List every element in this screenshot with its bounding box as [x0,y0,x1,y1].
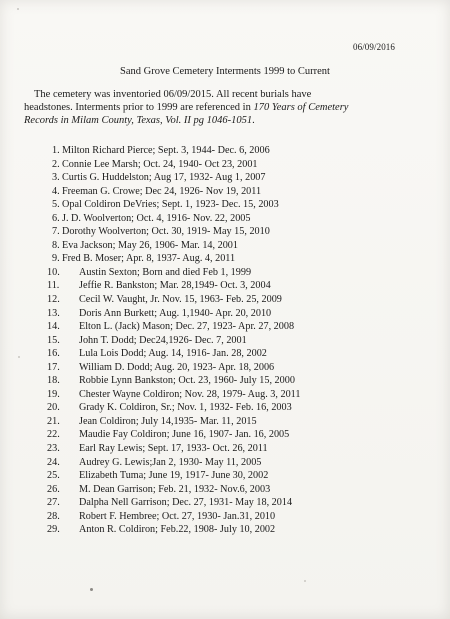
list-item [0,320,450,334]
list-item-text: Eva Jackson; May 26, 1906- Mar. 14, 2001 [62,239,238,251]
document-date: 06/09/2016 [353,42,396,52]
list-item [0,483,450,497]
list-item [0,279,450,293]
list-item-text: Opal Coldiron DeVries; Sept. 1, 1923- Dec. 15, 2003 [62,199,279,211]
list-item-text: Milton Richard Pierce; Sept. 3, 1944- Dec. 6, 2006 [62,145,270,156]
list-item-number: 15. [47,334,60,346]
interment-list [0,144,450,537]
book-title-part2: Records in Milam County, Texas, Vol. II pg 1046-1051 [24,114,253,126]
list-item [0,239,450,253]
list-item-text: Fred B. Moser; Apr. 8, 1937- Aug. 4, 2011 [62,253,236,265]
intro-text: headstones. Interments prior to 1999 are referenced in [24,101,254,113]
list-item-text: Jean Coldiron; July 14,1935- Mar. 11, 2015 [79,415,257,427]
list-item-text: Elton L. (Jack) Mason; Dec. 27, 1923- Apr. 27, 2008 [79,321,295,333]
list-item-text: Earl Ray Lewis; Sept. 17, 1933- Oct. 26, 2011 [79,443,268,455]
page-title: Sand Grove Cemetery Interments 1999 to Current [120,66,330,77]
list-item-text: Lula Lois Dodd; Aug. 14, 1916- Jan. 28, 2002 [79,348,267,360]
list-item-number: 24. [47,456,60,468]
list-item [0,198,450,212]
list-item-text: William D. Dodd; Aug. 20, 1923- Apr. 18, 2006 [79,361,275,373]
list-item-number: 9. [52,253,60,265]
list-item-number: 3. [52,172,60,184]
list-item [0,171,450,185]
list-item-text: Dalpha Nell Garrison; Dec. 27, 1931- May 18, 2014 [79,497,293,509]
list-item-number: 25. [47,470,60,482]
list-item-number: 19. [47,388,60,400]
list-item-number: 26. [47,483,60,495]
list-item [0,212,450,226]
list-item-number: 8. [52,239,60,251]
list-item [0,401,450,415]
paper-speck [17,8,19,10]
list-item-number: 23. [47,443,60,455]
list-item-number: 22. [47,429,60,441]
list-item-text: Austin Sexton; Born and died Feb 1, 1999 [79,266,252,278]
list-item-text: John T. Dodd; Dec24,1926- Dec. 7, 2001 [79,334,247,346]
list-item-text: Maudie Fay Coldiron; June 16, 1907- Jan. 16, 2005 [79,429,290,441]
paper-speck [90,588,93,591]
list-item [0,428,450,442]
list-item-text: Freeman G. Crowe; Dec 24, 1926- Nov 19, 2011 [62,185,262,197]
list-item [0,225,450,239]
paper-speck [304,580,306,582]
list-item-text: Cecil W. Vaught, Jr. Nov. 15, 1963- Feb. 25, 2009 [79,294,282,306]
list-item-number: 12. [47,294,60,306]
list-item-number: 2. [52,158,60,170]
list-item-text: Jeffie R. Bankston; Mar. 28,1949- Oct. 3, 2004 [79,280,271,292]
list-item-text: Chester Wayne Coldiron; Nov. 28, 1979- Aug. 3, 2011 [79,388,301,400]
list-item-text: Elizabeth Tuma; June 19, 1917- June 30, 2002 [79,470,269,482]
list-item-text: M. Dean Garrison; Feb. 21, 1932- Nov.6, 2003 [79,483,271,495]
list-item-number: 17. [47,361,60,373]
intro-text: . [252,114,255,126]
list-item-number: 5. [52,199,60,211]
list-item-text: Grady K. Coldiron, Sr.; Nov. 1, 1932- Feb. 16, 2003 [79,402,292,414]
list-item [0,469,450,483]
list-item-number: 10. [47,266,60,278]
list-item-text: Connie Lee Marsh; Oct. 24, 1940- Oct 23, 2001 [62,158,258,170]
intro-line [24,115,426,128]
list-item [0,388,450,402]
list-item-number: 18. [47,375,60,387]
list-item-number: 13. [47,307,60,319]
list-item-number: 20. [47,402,60,414]
list-item [0,361,450,375]
list-item [0,510,450,524]
list-item-number: 6. [52,212,60,224]
list-item-text: Robbie Lynn Bankston; Oct. 23, 1960- July 15, 2000 [79,375,295,387]
list-item [0,266,450,280]
list-item-text: Audrey G. Lewis;Jan 2, 1930- May 11, 2005 [79,456,262,468]
list-item-number: 7. [52,226,60,238]
list-item [0,347,450,361]
list-item [0,185,450,199]
intro-line [24,102,426,115]
list-item-text: Doris Ann Burkett; Aug. 1,1940- Apr. 20, 2010 [79,307,272,319]
list-item-number: 11. [47,280,60,292]
list-item-number: 4. [52,185,60,197]
list-item-number: 21. [47,415,60,427]
list-item-text: Robert F. Hembree; Oct. 27, 1930- Jan.31, 2010 [79,510,276,522]
list-item [0,374,450,388]
intro-paragraph [24,89,426,127]
list-item-text: J. D. Woolverton; Oct. 4, 1916- Nov. 22, 2005 [62,212,251,224]
list-item [0,158,450,172]
list-item-number: 16. [47,348,60,360]
list-item [0,293,450,307]
list-item [0,252,450,266]
list-item-text: Anton R. Coldiron; Feb.22, 1908- July 10, 2002 [79,524,276,536]
book-title-part1: 170 Years of Cemetery [253,101,349,113]
list-item [0,496,450,510]
intro-line: The cemetery was inventoried 06/09/2015. All recent burials have [34,89,312,100]
list-item-text: Dorothy Woolverton; Oct. 30, 1919- May 15, 2010 [62,226,270,238]
list-item [0,307,450,321]
list-item-number: 14. [47,321,60,333]
list-item [0,442,450,456]
list-item [0,456,450,470]
list-item-number: 1. [52,145,60,156]
list-item-text: Curtis G. Huddelston; Aug 17, 1932- Aug 1, 2007 [62,172,266,184]
list-item-number: 28. [47,510,60,522]
list-item [0,334,450,348]
list-item-number: 29. [47,524,60,536]
list-item-number: 27. [47,497,60,509]
list-item [0,523,450,537]
list-item [0,144,450,158]
list-item [0,415,450,429]
